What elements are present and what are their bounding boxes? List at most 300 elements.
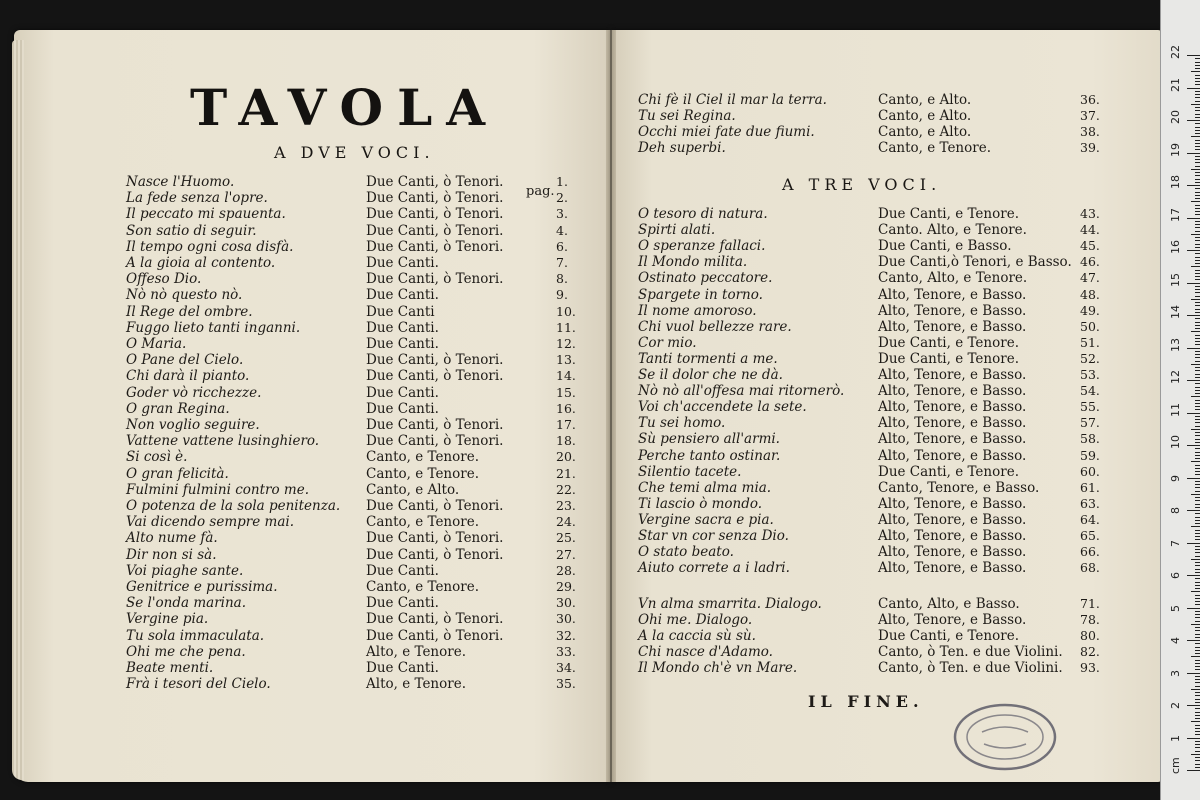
ruler-minor-tick: [1195, 370, 1200, 371]
ruler-minor-tick: [1195, 240, 1200, 241]
ruler-minor-tick: [1195, 435, 1200, 436]
ruler-minor-tick: [1195, 468, 1200, 469]
entry-page-number: 33.: [556, 643, 576, 659]
ruler-minor-tick: [1195, 361, 1200, 362]
measurement-ruler: [1160, 0, 1200, 800]
ruler-tick: [1187, 673, 1200, 674]
ruler-minor-tick: [1195, 497, 1200, 498]
ruler-minor-tick: [1191, 299, 1200, 300]
ruler-minor-tick: [1195, 117, 1200, 118]
table-row: [126, 271, 596, 287]
entry-page-number: 21.: [556, 465, 576, 481]
table-row: [638, 367, 1138, 383]
ruler-minor-tick: [1195, 214, 1200, 215]
ruler-minor-tick: [1195, 143, 1200, 144]
entry-page-number: 16.: [556, 400, 576, 416]
entry-title: Fulmini fulmini contro me.: [126, 481, 309, 498]
ruler-label: 19: [1169, 142, 1182, 157]
entry-voices: Alto, Tenore, e Basso.: [878, 495, 1027, 512]
ruler-minor-tick: [1195, 162, 1200, 163]
entry-page-number: 58.: [1080, 431, 1100, 447]
entry-page-number: 8.: [556, 271, 568, 287]
ruler-minor-tick: [1195, 455, 1200, 456]
ruler-minor-tick: [1195, 328, 1200, 329]
ruler-minor-tick: [1195, 221, 1200, 222]
entry-page-number: 23.: [556, 498, 576, 513]
ruler-minor-tick: [1191, 494, 1200, 495]
entry-title: O tesoro di natura.: [638, 206, 768, 222]
entry-title: Beate menti.: [126, 660, 214, 676]
entry-page-number: 11.: [556, 319, 576, 335]
ruler-label: 20: [1169, 110, 1182, 124]
ruler-minor-tick: [1195, 62, 1200, 63]
ruler-minor-tick: [1195, 357, 1200, 358]
ruler-label: 2: [1169, 702, 1182, 709]
entry-voices: Canto, e Alto.: [878, 124, 972, 140]
ruler-minor-tick: [1195, 224, 1200, 225]
ruler-tick: [1187, 510, 1200, 511]
entry-voices: Canto, e Alto.: [878, 108, 972, 124]
ruler-minor-tick: [1195, 653, 1200, 654]
entry-title: Tanti tormenti a me.: [638, 350, 778, 367]
table-row: [638, 303, 1138, 319]
entry-page-number: 24.: [556, 514, 576, 530]
ruler-minor-tick: [1195, 305, 1200, 306]
table-row: [638, 108, 1138, 124]
ruler-minor-tick: [1195, 231, 1200, 232]
entry-voices: Due Canti, ò Tenori.: [366, 498, 504, 514]
table-row: [126, 401, 596, 417]
ruler-tick: [1187, 55, 1200, 56]
entry-title: Chi nasce d'Adamo.: [638, 644, 773, 660]
entry-title: Il nome amoroso.: [638, 302, 757, 319]
ruler-minor-tick: [1195, 97, 1200, 98]
entry-page-number: 30.: [556, 595, 576, 611]
ruler-minor-tick: [1195, 84, 1200, 85]
entry-title: Chi vuol bellezze rare.: [638, 318, 792, 335]
section-heading-three-voices: A TRE VOCI.: [782, 175, 942, 194]
ruler-minor-tick: [1195, 634, 1200, 635]
entry-page-number: 30.: [556, 611, 576, 627]
ruler-minor-tick: [1191, 234, 1200, 235]
table-row: [126, 320, 596, 336]
ruler-tick: [1187, 413, 1200, 414]
entry-page-number: 50.: [1080, 318, 1100, 334]
ruler-minor-tick: [1195, 601, 1200, 602]
ruler-minor-tick: [1195, 403, 1200, 404]
entry-title: O gran felicità.: [126, 465, 229, 482]
ruler-minor-tick: [1195, 133, 1200, 134]
table-row: [638, 254, 1138, 270]
entry-page-number: 39.: [1080, 140, 1100, 155]
ruler-minor-tick: [1195, 588, 1200, 589]
entry-title: Non voglio seguire.: [126, 417, 260, 433]
ruler-minor-tick: [1195, 643, 1200, 644]
ruler-minor-tick: [1191, 591, 1200, 592]
ruler-minor-tick: [1195, 344, 1200, 345]
table-row: [126, 563, 596, 579]
entry-page-number: 1.: [556, 174, 568, 189]
ruler-minor-tick: [1195, 715, 1200, 716]
table-row: [638, 464, 1138, 480]
entry-voices: Due Canti.: [366, 384, 439, 401]
entry-title: Il peccato mi spauenta.: [126, 206, 286, 223]
ruler-label: 15: [1169, 272, 1182, 287]
entry-page-number: 20.: [556, 449, 576, 465]
entry-page-number: 45.: [1080, 238, 1100, 254]
entry-voices: Due Canti.: [366, 595, 439, 612]
table-row: [638, 660, 1138, 676]
table-row: [126, 660, 596, 676]
ruler-tick: [1187, 640, 1200, 641]
entry-title: O Maria.: [126, 336, 187, 352]
ruler-minor-tick: [1195, 530, 1200, 531]
entry-voices: Alto, Tenore, e Basso.: [878, 399, 1027, 416]
ruler-minor-tick: [1195, 491, 1200, 492]
ruler-minor-tick: [1191, 689, 1200, 690]
ruler-minor-tick: [1195, 565, 1200, 566]
table-row: [126, 466, 596, 482]
entry-voices: Due Canti,ò Tenori, e Basso.: [878, 254, 1072, 271]
ruler-minor-tick: [1195, 595, 1200, 596]
ruler-tick: [1187, 738, 1200, 739]
ruler-minor-tick: [1191, 624, 1200, 625]
entry-title: Genitrice e purissima.: [126, 579, 278, 595]
entry-page-number: 80.: [1080, 628, 1100, 643]
ruler-minor-tick: [1195, 582, 1200, 583]
ruler-minor-tick: [1195, 286, 1200, 287]
ruler-label: cm: [1169, 757, 1182, 774]
ruler-minor-tick: [1195, 536, 1200, 537]
entry-page-number: 18.: [556, 433, 576, 449]
ruler-minor-tick: [1195, 227, 1200, 228]
entry-title: Ostinato peccatore.: [638, 270, 773, 287]
table-row: [126, 449, 596, 465]
ruler-minor-tick: [1195, 569, 1200, 570]
entry-voices: Alto, Tenore, e Basso.: [878, 367, 1027, 383]
ruler-minor-tick: [1195, 94, 1200, 95]
table-row: [126, 628, 596, 644]
entry-title: A la caccia sù sù.: [638, 628, 756, 644]
ruler-minor-tick: [1195, 195, 1200, 196]
table-row: [638, 335, 1138, 351]
ruler-minor-tick: [1195, 296, 1200, 297]
entry-page-number: 47.: [1080, 270, 1100, 286]
ruler-minor-tick: [1195, 211, 1200, 212]
ruler-minor-tick: [1195, 312, 1200, 313]
ruler-minor-tick: [1195, 156, 1200, 157]
entry-page-number: 63.: [1080, 495, 1100, 511]
entry-title: O speranze fallaci.: [638, 238, 766, 255]
ruler-minor-tick: [1195, 578, 1200, 579]
ruler-minor-tick: [1195, 692, 1200, 693]
ruler-minor-tick: [1195, 546, 1200, 547]
ruler-minor-tick: [1195, 166, 1200, 167]
ruler-label: 14: [1169, 305, 1182, 319]
entry-page-number: 68.: [1080, 560, 1100, 576]
table-row: [126, 304, 596, 320]
entry-title: Tu sei homo.: [638, 415, 726, 432]
table-row: [638, 287, 1138, 303]
table-row: [126, 579, 596, 595]
table-row: [126, 223, 596, 239]
entry-page-number: 55.: [1080, 399, 1100, 415]
ruler-tick: [1187, 348, 1200, 349]
table-row: [126, 206, 596, 222]
entry-title: Vai dicendo sempre mai.: [126, 514, 294, 531]
ruler-minor-tick: [1191, 461, 1200, 462]
ruler-minor-tick: [1195, 637, 1200, 638]
table-row: [638, 206, 1138, 222]
ruler-minor-tick: [1195, 627, 1200, 628]
ruler-label: 11: [1169, 402, 1182, 417]
ruler-minor-tick: [1195, 734, 1200, 735]
ruler-minor-tick: [1195, 471, 1200, 472]
entry-title: Spargete in torno.: [638, 286, 763, 303]
ruler-minor-tick: [1195, 666, 1200, 667]
ruler-minor-tick: [1195, 237, 1200, 238]
entry-voices: Due Canti.: [366, 400, 439, 417]
ruler-minor-tick: [1195, 247, 1200, 248]
entry-title: Nasce l'Huomo.: [126, 174, 235, 190]
ruler-minor-tick: [1191, 526, 1200, 527]
table-row: [638, 124, 1138, 140]
ruler-minor-tick: [1191, 396, 1200, 397]
entry-voices: Due Canti.: [366, 319, 439, 336]
entry-voices: Alto, Tenore, e Basso.: [878, 286, 1027, 303]
entry-page-number: 15.: [556, 384, 576, 400]
ruler-minor-tick: [1195, 192, 1200, 193]
entry-voices: Due Canti.: [366, 660, 439, 676]
ruler-minor-tick: [1195, 182, 1200, 183]
entry-page-number: 4.: [556, 222, 568, 238]
ruler-tick: [1187, 283, 1200, 284]
ruler-minor-tick: [1195, 149, 1200, 150]
ruler-minor-tick: [1191, 71, 1200, 72]
entry-voices: Due Canti: [366, 303, 435, 320]
entry-page-number: 53.: [1080, 367, 1100, 382]
table-row: [638, 612, 1138, 628]
entry-voices: Canto, e Tenore.: [878, 140, 991, 156]
entry-page-number: 6.: [556, 238, 568, 254]
ruler-minor-tick: [1195, 335, 1200, 336]
entry-title: O gran Regina.: [126, 400, 230, 417]
ruler-minor-tick: [1195, 123, 1200, 124]
entry-voices: Due Canti, ò Tenori.: [366, 206, 504, 223]
entry-voices: Canto, e Tenore.: [366, 465, 479, 482]
table-row: [126, 644, 596, 660]
entry-title: Nò nò all'offesa mai ritornerò.: [638, 383, 845, 400]
entry-voices: Canto, ò Ten. e due Violini.: [878, 660, 1063, 676]
entry-voices: Alto, Tenore, e Basso.: [878, 415, 1027, 432]
ruler-tick: [1187, 88, 1200, 89]
ruler-minor-tick: [1195, 302, 1200, 303]
entry-page-number: 37.: [1080, 108, 1100, 123]
entry-title: O potenza de la sola penitenza.: [126, 498, 341, 514]
table-row: [638, 448, 1138, 464]
ruler-label: 9: [1169, 474, 1182, 482]
left-page: [14, 30, 610, 782]
ruler-minor-tick: [1195, 276, 1200, 277]
ruler-minor-tick: [1195, 513, 1200, 514]
entry-page-number: 14.: [556, 368, 576, 384]
ruler-minor-tick: [1195, 292, 1200, 293]
ruler-minor-tick: [1195, 416, 1200, 417]
table-row: [638, 351, 1138, 367]
ruler-minor-tick: [1195, 400, 1200, 401]
ruler-minor-tick: [1195, 686, 1200, 687]
ruler-minor-tick: [1191, 429, 1200, 430]
entry-voices: Canto, e Tenore.: [366, 514, 479, 531]
ruler-minor-tick: [1195, 114, 1200, 115]
ruler-minor-tick: [1195, 253, 1200, 254]
entry-page-number: 3.: [556, 206, 568, 222]
ruler-minor-tick: [1195, 140, 1200, 141]
entry-voices: Alto, Tenore, e Basso.: [878, 302, 1027, 319]
table-row: [638, 399, 1138, 415]
entry-voices: Due Canti, e Tenore.: [878, 463, 1019, 480]
ruler-tick: [1187, 478, 1200, 479]
ruler-minor-tick: [1195, 767, 1200, 768]
ruler-minor-tick: [1195, 481, 1200, 482]
table-row: [638, 628, 1138, 644]
ruler-minor-tick: [1195, 744, 1200, 745]
entry-page-number: 22.: [556, 481, 576, 497]
entry-title: Occhi miei fate due fiumi.: [638, 124, 815, 140]
ruler-label: 12: [1169, 370, 1182, 384]
ruler-minor-tick: [1195, 107, 1200, 108]
ruler-minor-tick: [1195, 630, 1200, 631]
page-edges: [12, 40, 24, 780]
ruler-minor-tick: [1195, 322, 1200, 323]
entry-page-number: 7.: [556, 255, 568, 270]
entry-page-number: 13.: [556, 352, 576, 368]
ruler-minor-tick: [1195, 244, 1200, 245]
ruler-minor-tick: [1195, 598, 1200, 599]
ruler-minor-tick: [1195, 390, 1200, 391]
entry-voices: Canto, Alto, e Basso.: [878, 596, 1020, 612]
entry-voices: Due Canti.: [366, 336, 439, 352]
entry-voices: Due Canti, ò Tenori.: [366, 271, 504, 288]
ruler-minor-tick: [1195, 621, 1200, 622]
ruler-minor-tick: [1195, 279, 1200, 280]
entry-voices: Due Canti, ò Tenori.: [366, 546, 504, 563]
entry-title: Cor mio.: [638, 334, 697, 351]
entry-title: Chi fè il Ciel il mar la terra.: [638, 92, 827, 108]
ruler-label: 16: [1169, 240, 1182, 254]
ruler-minor-tick: [1195, 520, 1200, 521]
ruler-minor-tick: [1195, 611, 1200, 612]
entry-title: Ti lascio ò mondo.: [638, 495, 763, 512]
ruler-minor-tick: [1191, 169, 1200, 170]
table-row: [126, 433, 596, 449]
entry-page-number: 46.: [1080, 254, 1100, 270]
ruler-label: 1: [1169, 734, 1182, 742]
entry-page-number: 36.: [1080, 92, 1100, 107]
table-row: [126, 239, 596, 255]
ruler-label: 22: [1169, 45, 1182, 59]
entry-title: O Pane del Cielo.: [126, 352, 244, 369]
ruler-minor-tick: [1195, 741, 1200, 742]
entry-page-number: 43.: [1080, 206, 1100, 221]
ruler-minor-tick: [1195, 604, 1200, 605]
ruler-tick: [1187, 315, 1200, 316]
table-row: [638, 319, 1138, 335]
book-gutter: [606, 30, 616, 782]
ruler-minor-tick: [1195, 374, 1200, 375]
entry-title: Tu sola immaculata.: [126, 627, 265, 644]
entry-voices: Alto, e Tenore.: [366, 643, 466, 660]
ruler-tick: [1187, 218, 1200, 219]
ruler-minor-tick: [1195, 325, 1200, 326]
ruler-minor-tick: [1195, 549, 1200, 550]
table-row: [126, 336, 596, 352]
entry-page-number: 71.: [1080, 596, 1100, 611]
table-row: [638, 512, 1138, 528]
ruler-minor-tick: [1195, 676, 1200, 677]
ruler-minor-tick: [1195, 58, 1200, 59]
entry-voices: Due Canti, ò Tenori.: [366, 368, 504, 385]
ruler-tick: [1187, 120, 1200, 121]
table-row: [126, 514, 596, 530]
ruler-label: 10: [1169, 435, 1182, 449]
entry-page-number: 49.: [1080, 302, 1100, 318]
table-row: [126, 385, 596, 401]
ruler-minor-tick: [1195, 198, 1200, 199]
ruler-minor-tick: [1195, 552, 1200, 553]
ruler-minor-tick: [1195, 130, 1200, 131]
ruler-minor-tick: [1195, 699, 1200, 700]
entry-page-number: 35.: [556, 676, 576, 692]
ruler-minor-tick: [1195, 439, 1200, 440]
ruler-minor-tick: [1195, 78, 1200, 79]
ruler-tick: [1187, 608, 1200, 609]
ruler-minor-tick: [1195, 432, 1200, 433]
entry-voices: Due Canti, ò Tenori.: [366, 222, 504, 239]
ruler-minor-tick: [1195, 760, 1200, 761]
ruler-minor-tick: [1195, 263, 1200, 264]
entry-title: Il Mondo milita.: [638, 254, 748, 271]
ruler-minor-tick: [1195, 65, 1200, 66]
entry-page-number: 93.: [1080, 660, 1100, 675]
entry-title: Voi piaghe sante.: [126, 562, 244, 579]
entry-title: Vergine pia.: [126, 611, 209, 628]
table-row: [126, 255, 596, 271]
entry-page-number: 64.: [1080, 511, 1100, 527]
ruler-minor-tick: [1195, 452, 1200, 453]
entry-page-number: 78.: [1080, 612, 1100, 627]
ruler-minor-tick: [1195, 309, 1200, 310]
ruler-minor-tick: [1195, 458, 1200, 459]
ruler-minor-tick: [1195, 75, 1200, 76]
entry-page-number: 32.: [556, 627, 576, 643]
entry-voices: Due Canti, ò Tenori.: [366, 433, 504, 450]
entry-voices: Due Canti, e Tenore.: [878, 334, 1019, 351]
ruler-minor-tick: [1195, 523, 1200, 524]
ruler-minor-tick: [1195, 205, 1200, 206]
entry-title: Offeso Dio.: [126, 271, 202, 288]
ruler-minor-tick: [1191, 266, 1200, 267]
ruler-minor-tick: [1195, 556, 1200, 557]
entry-title: Tu sei Regina.: [638, 108, 736, 124]
ruler-minor-tick: [1191, 104, 1200, 105]
entry-voices: Due Canti, e Tenore.: [878, 628, 1019, 644]
table-row: [126, 190, 596, 206]
ruler-label: 8: [1169, 507, 1182, 514]
ruler-minor-tick: [1195, 507, 1200, 508]
ruler-label: 3: [1169, 669, 1182, 677]
table-row: [638, 544, 1138, 560]
